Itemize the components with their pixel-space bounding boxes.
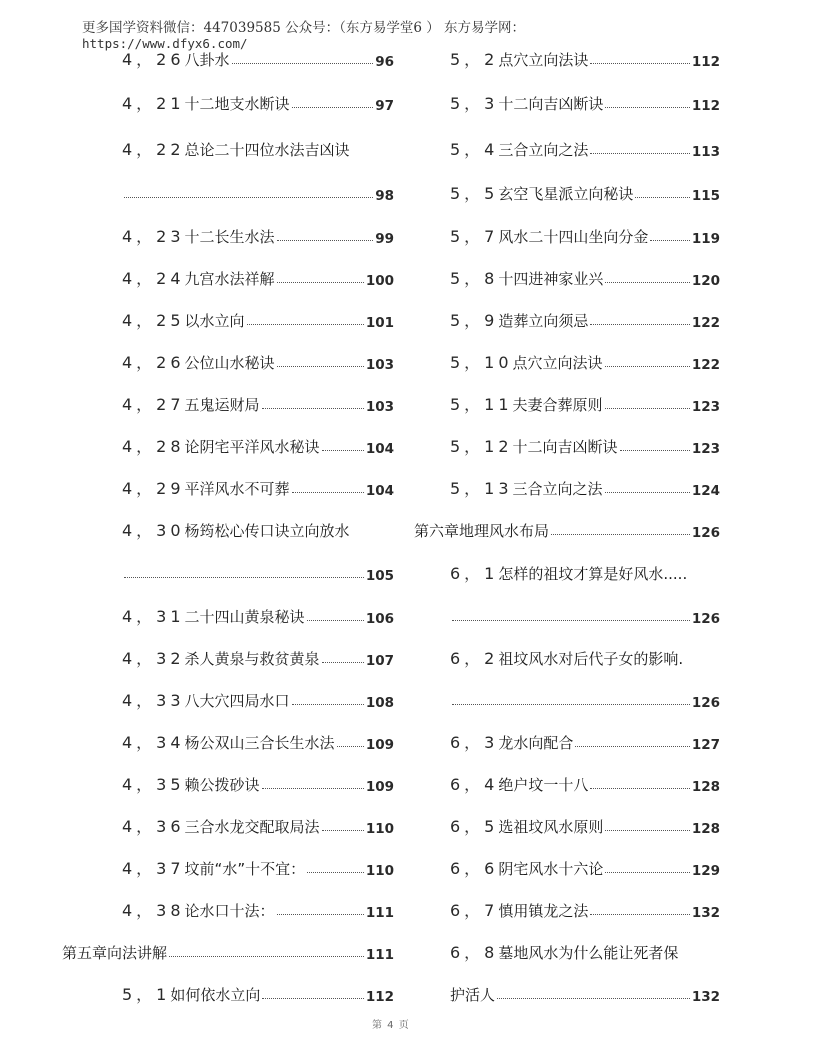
- toc-entry-title: 阴宅风水十六论: [498, 860, 604, 878]
- toc-entry-title: 慎用镇龙之法: [498, 902, 589, 920]
- toc-entry: [122, 469, 394, 499]
- toc-leader-dots: [497, 998, 690, 999]
- toc-entry-number: 4，33: [122, 691, 185, 710]
- toc-entry: [450, 891, 720, 921]
- toc-page-number: 126: [691, 525, 720, 541]
- toc-leader-dots: [262, 408, 364, 409]
- toc-entry-number: 5，1: [122, 985, 171, 1004]
- toc-entry-number: 4，36: [122, 817, 185, 836]
- toc-page-number: 99: [375, 231, 394, 247]
- toc-page-number: 111: [365, 947, 394, 963]
- toc-leader-dots: [124, 197, 373, 198]
- toc-entry: [122, 807, 394, 837]
- toc-entry-title: 三合立向之法: [498, 141, 589, 159]
- toc-entry-number: 5，13: [450, 479, 513, 498]
- toc-leader-dots: [551, 534, 690, 535]
- toc-leader-dots: [452, 704, 690, 705]
- toc-entry-title: 公位山水秘诀: [184, 354, 275, 372]
- toc-page-number: 128: [691, 779, 720, 795]
- toc-leader-dots: [590, 914, 689, 915]
- toc-page-number: 132: [691, 989, 720, 1005]
- toc-entry-title: 十四进神家业兴: [498, 270, 604, 288]
- page-footer: 第 4 页: [372, 1020, 410, 1031]
- toc-page-number: 105: [365, 568, 394, 584]
- toc-entry: [122, 385, 394, 415]
- toc-page-number: 101: [365, 315, 394, 331]
- toc-leader-dots: [322, 662, 364, 663]
- toc-page-number: 107: [365, 653, 394, 669]
- toc-entry-number: 4，21: [122, 94, 185, 113]
- toc-entry-number: 5，5: [450, 184, 499, 203]
- toc-leader-dots: [124, 577, 364, 578]
- toc-leader-dots: [169, 956, 364, 957]
- toc-entry-title: 风水二十四山坐向分金: [498, 228, 649, 246]
- toc-entry-title: 选祖坟风水原则: [498, 818, 604, 836]
- toc-page-number: 123: [691, 399, 720, 415]
- toc-leader-dots: [590, 153, 689, 154]
- toc-entry-title: 三合水龙交配取局法: [184, 818, 320, 836]
- toc-leader-dots: [307, 620, 364, 621]
- toc-leader-dots: [452, 620, 690, 621]
- toc-entry: [450, 933, 720, 963]
- toc-entry-title: 二十四山黄泉秘诀: [184, 608, 305, 626]
- toc-entry: [122, 681, 394, 711]
- toc-entry-title: 夫妻合葬原则: [512, 396, 603, 414]
- toc-entry-title: 八大穴四局水口: [184, 692, 290, 710]
- toc-entry: [122, 511, 394, 541]
- toc-entry-title: 如何依水立向: [170, 986, 261, 1004]
- toc-entry: [122, 130, 394, 160]
- toc-entry-title: 坟前“水”十不宜：: [184, 860, 306, 878]
- toc-leader-dots: [605, 282, 689, 283]
- toc-entry-number: 5，11: [450, 395, 513, 414]
- toc-entry-number: 6，3: [450, 733, 499, 752]
- toc-leader-dots: [292, 492, 364, 493]
- toc-entry: [450, 217, 720, 247]
- toc-page-number: 122: [691, 357, 720, 373]
- toc-leader-dots: [277, 282, 364, 283]
- toc-entry-number: 5，3: [450, 94, 499, 113]
- toc-page-number: 104: [365, 483, 394, 499]
- toc-page-number: 129: [691, 863, 720, 879]
- toc-entry: [450, 639, 720, 669]
- toc-entry-number: 5，10: [450, 353, 513, 372]
- toc-leader-dots: [635, 197, 689, 198]
- toc-page-number: 112: [691, 54, 720, 70]
- toc-entry-number: 4，34: [122, 733, 185, 752]
- toc-entry: [414, 511, 720, 541]
- toc-entry-number: 6，5: [450, 817, 499, 836]
- toc-leader-dots: [575, 746, 689, 747]
- toc-leader-dots: [277, 240, 374, 241]
- toc-entry: [450, 174, 720, 204]
- toc-entry: [450, 681, 720, 711]
- toc-entry: [122, 554, 394, 584]
- toc-entry: [450, 259, 720, 289]
- toc-leader-dots: [605, 408, 690, 409]
- toc-entry: [122, 891, 394, 921]
- toc-entry-title: 造葬立向须忌: [498, 312, 589, 330]
- toc-entry-title: 以水立向: [184, 312, 245, 330]
- toc-entry: [450, 554, 720, 584]
- toc-entry-title: 点穴立向法诀: [498, 51, 589, 69]
- toc-leader-dots: [307, 872, 364, 873]
- toc-entry-title: 玄空飞星派立向秘诀: [498, 185, 634, 203]
- toc-entry: [450, 597, 720, 627]
- toc-entry-title: 护活人: [450, 986, 496, 1004]
- toc-entry-number: 5，4: [450, 140, 499, 159]
- toc-entry: [122, 343, 394, 373]
- toc-page-number: 120: [691, 273, 720, 289]
- toc-entry-title: 赖公拨砂诀: [184, 776, 260, 794]
- toc-entry-number: 4，25: [122, 311, 185, 330]
- toc-entry: [450, 765, 720, 795]
- toc-page-number: 96: [375, 54, 394, 70]
- toc-leader-dots: [322, 830, 364, 831]
- toc-page-number: 104: [365, 441, 394, 457]
- toc-page-number: 115: [691, 188, 720, 204]
- toc-entry-number: 5，7: [450, 227, 499, 246]
- toc-leader-dots: [232, 63, 374, 64]
- toc-entry-number: 4，37: [122, 859, 185, 878]
- header-url: https://www.dfyx6.com/: [82, 36, 248, 51]
- toc-page-number: 126: [691, 611, 720, 627]
- toc-leader-dots: [590, 63, 689, 64]
- toc-entry-title: 龙水向配合: [498, 734, 574, 752]
- toc-page-number: 106: [365, 611, 394, 627]
- toc-entry-number: 4，28: [122, 437, 185, 456]
- toc-leader-dots: [605, 107, 689, 108]
- toc-leader-dots: [590, 324, 689, 325]
- toc-entry: [122, 301, 394, 331]
- toc-page-number: 126: [691, 695, 720, 711]
- toc-entry-number: 4，38: [122, 901, 185, 920]
- toc-entry-number: 6，7: [450, 901, 499, 920]
- toc-entry-number: 4，22: [122, 140, 185, 159]
- toc-leader-dots: [262, 788, 364, 789]
- toc-entry-title: 十二向吉凶断诀: [498, 95, 604, 113]
- toc-entry-title: 九宫水法祥解: [184, 270, 275, 288]
- toc-entry-title: 墓地风水为什么能让死者保: [498, 944, 679, 962]
- toc-entry: [450, 84, 720, 114]
- toc-page-number: 103: [365, 399, 394, 415]
- toc-entry-number: 4，31: [122, 607, 185, 626]
- toc-entry-number: 6，2: [450, 649, 499, 668]
- toc-entry: [122, 639, 394, 669]
- toc-leader-dots: [337, 746, 364, 747]
- toc-entry: [450, 427, 720, 457]
- toc-entry-number: 4，29: [122, 479, 185, 498]
- toc-entry-title: 绝户坟一十八: [498, 776, 589, 794]
- toc-entry: [450, 975, 720, 1005]
- toc-entry-number: 4，32: [122, 649, 185, 668]
- toc-page-number: 119: [691, 231, 720, 247]
- toc-entry: [450, 807, 720, 837]
- toc-page-number: 97: [375, 98, 394, 114]
- toc-entry: [122, 427, 394, 457]
- toc-entry: [450, 40, 720, 70]
- toc-entry-title: 十二长生水法: [184, 228, 275, 246]
- toc-entry-number: 5，2: [450, 50, 499, 69]
- toc-page-number: 112: [365, 989, 394, 1005]
- toc-page-number: 123: [691, 441, 720, 457]
- toc-entry: [122, 723, 394, 753]
- toc-entry: [122, 40, 394, 70]
- toc-page-number: 103: [365, 357, 394, 373]
- toc-page-number: 98: [375, 188, 394, 204]
- toc-leader-dots: [605, 830, 689, 831]
- toc-entry-title: 八卦水: [184, 51, 230, 69]
- toc-entry-number: 4，27: [122, 395, 185, 414]
- toc-entry: [122, 217, 394, 247]
- toc-entry: [450, 385, 720, 415]
- toc-entry-title: 五鬼运财局: [184, 396, 260, 414]
- toc-entry-number: 5，8: [450, 269, 499, 288]
- toc-entry-title: 杨筠松心传口诀立向放水: [184, 522, 350, 540]
- toc-leader-dots: [322, 450, 364, 451]
- toc-leader-dots: [620, 450, 690, 451]
- toc-entry-title: 点穴立向法诀: [512, 354, 603, 372]
- toc-entry-number: 6，1: [450, 564, 499, 583]
- toc-entry-title: 总论二十四位水法吉凶诀: [184, 141, 350, 159]
- toc-entry-number: 6，6: [450, 859, 499, 878]
- toc-entry-number: 6，8: [450, 943, 499, 962]
- toc-entry-number: 4，24: [122, 269, 185, 288]
- toc-page-number: 110: [365, 863, 394, 879]
- toc-page-number: 127: [691, 737, 720, 753]
- toc-entry-title: 祖坟风水对后代子女的影响.: [498, 650, 684, 668]
- toc-entry-number: 5，9: [450, 311, 499, 330]
- toc-entry: [122, 597, 394, 627]
- toc-entry: [122, 849, 394, 879]
- toc-leader-dots: [292, 704, 364, 705]
- toc-leader-dots: [277, 366, 364, 367]
- toc-entry-title: 十二地支水断诀: [184, 95, 290, 113]
- toc-page-number: 124: [691, 483, 720, 499]
- toc-entry-number: 6，4: [450, 775, 499, 794]
- toc-page-number: 109: [365, 737, 394, 753]
- toc-entry: [122, 765, 394, 795]
- toc-entry: [450, 469, 720, 499]
- toc-entry-title: 十二向吉凶断诀: [512, 438, 618, 456]
- toc-page-number: 108: [365, 695, 394, 711]
- toc-page-number: 132: [691, 905, 720, 921]
- toc-entry: [450, 301, 720, 331]
- toc-leader-dots: [650, 240, 689, 241]
- toc-entry: [450, 343, 720, 373]
- toc-entry: [450, 130, 720, 160]
- toc-entry-title: 平洋风水不可葬: [184, 480, 290, 498]
- toc-entry-title: 怎样的祖坟才算是好风水.....: [498, 565, 688, 583]
- toc-page-number: 112: [691, 98, 720, 114]
- toc-entry: [450, 723, 720, 753]
- toc-entry-title: 论水口十法：: [184, 902, 275, 920]
- toc-entry-number: 4，26: [122, 353, 185, 372]
- toc-entry: [450, 849, 720, 879]
- toc-leader-dots: [605, 366, 690, 367]
- toc-entry: [122, 174, 394, 204]
- toc-entry-number: 4，30: [122, 521, 185, 540]
- toc-entry-title: 三合立向之法: [512, 480, 603, 498]
- toc-entry-number: 4，26: [122, 50, 185, 69]
- toc-leader-dots: [605, 492, 690, 493]
- toc-page-number: 100: [365, 273, 394, 289]
- toc-leader-dots: [277, 914, 364, 915]
- toc-page-number: 111: [365, 905, 394, 921]
- toc-page-number: 128: [691, 821, 720, 837]
- toc-leader-dots: [262, 998, 363, 999]
- toc-leader-dots: [247, 324, 364, 325]
- toc-leader-dots: [292, 107, 374, 108]
- toc-page-number: 122: [691, 315, 720, 331]
- toc-entry: [122, 84, 394, 114]
- toc-entry-number: 5，12: [450, 437, 513, 456]
- toc-entry-title: 第六章地理风水布局: [414, 522, 550, 540]
- toc-page-number: 109: [365, 779, 394, 795]
- toc-entry-title: 杀人黄泉与救贫黄泉: [184, 650, 320, 668]
- toc-entry-title: 杨公双山三合长生水法: [184, 734, 335, 752]
- toc-page-number: 110: [365, 821, 394, 837]
- toc-entry: [122, 259, 394, 289]
- toc-leader-dots: [590, 788, 689, 789]
- header-contact-line: 更多国学资料微信：447039585 公众号：（东方易学堂6 ） 东方易学网：: [82, 20, 526, 36]
- toc-entry: [122, 975, 394, 1005]
- toc-entry-title: 第五章向法讲解: [62, 944, 168, 962]
- toc-page-number: 113: [691, 144, 720, 160]
- toc-entry: [62, 933, 394, 963]
- toc-leader-dots: [605, 872, 689, 873]
- toc-entry-number: 4，35: [122, 775, 185, 794]
- toc-entry-title: 论阴宅平洋风水秘诀: [184, 438, 320, 456]
- toc-entry-number: 4，23: [122, 227, 185, 246]
